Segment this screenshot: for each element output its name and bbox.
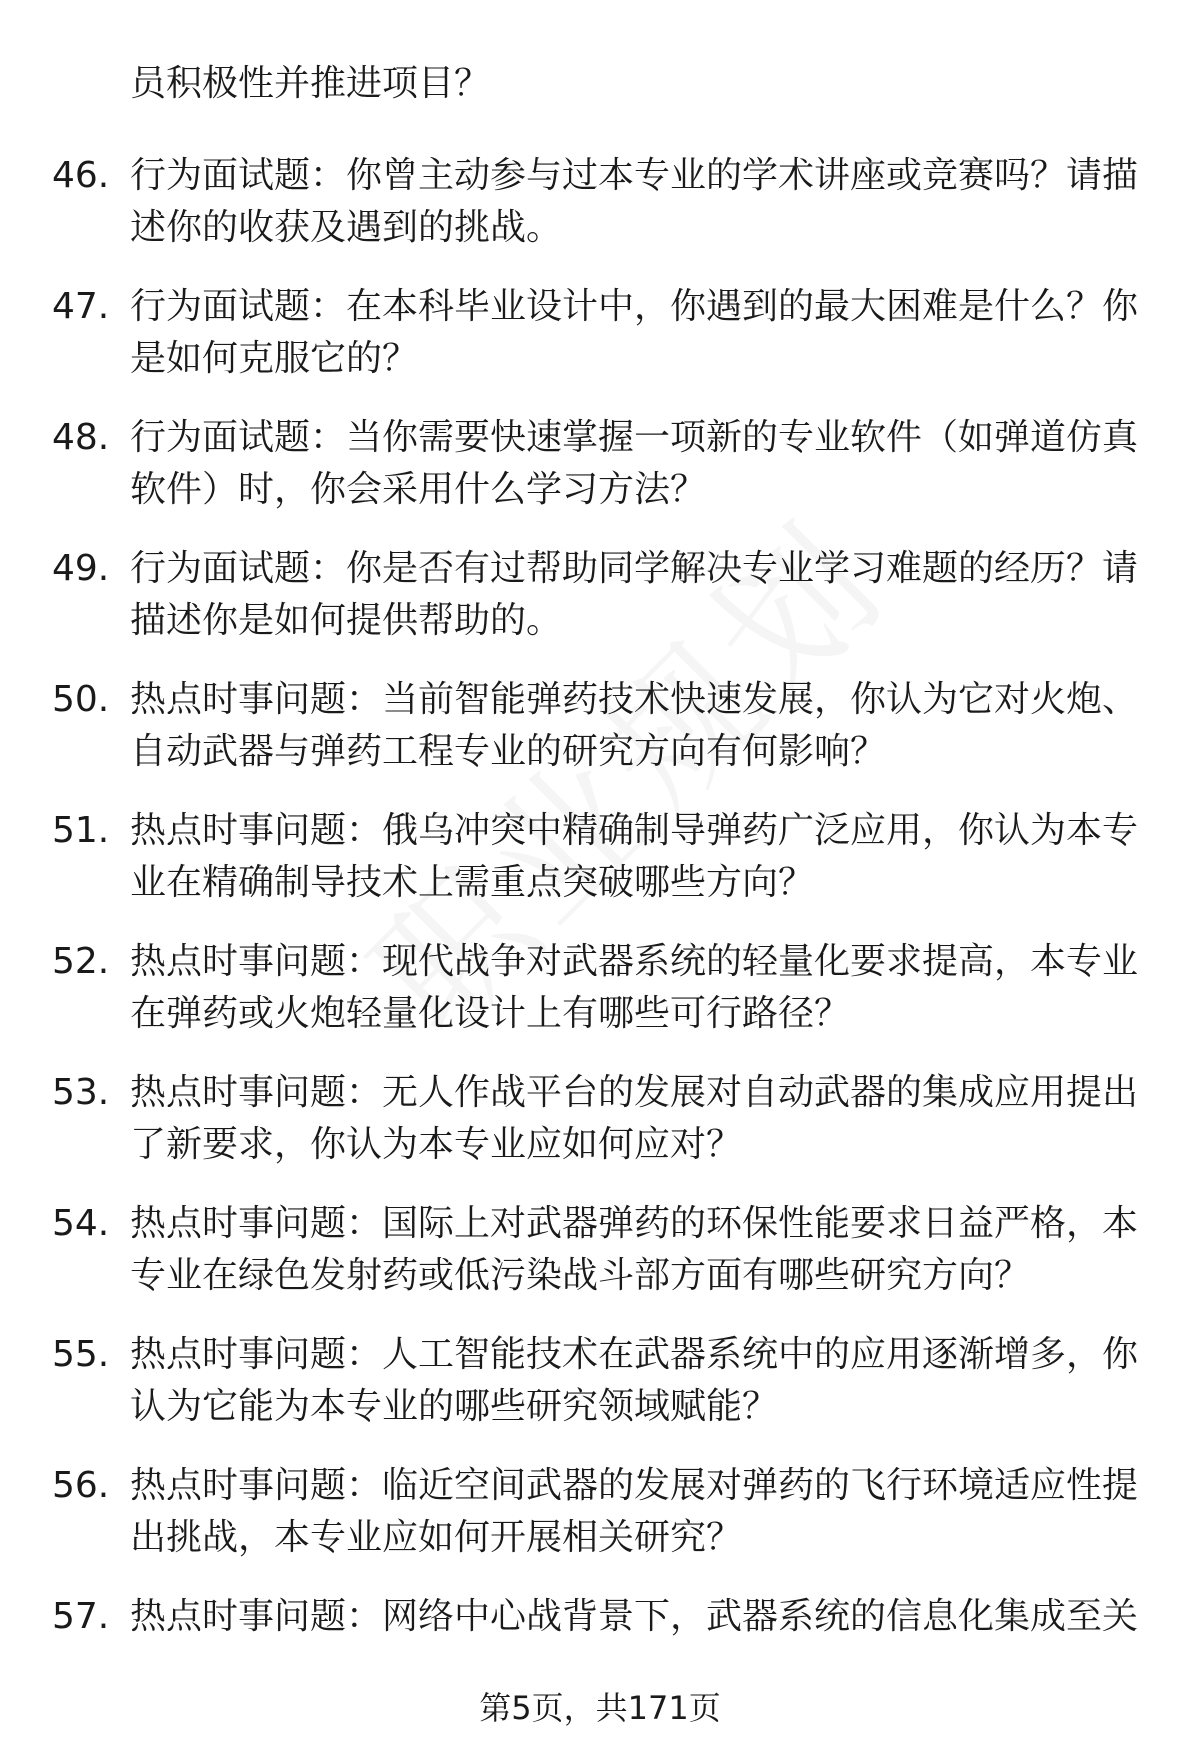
question-item-50 [0,674,1200,805]
question-text: 热点时事问题：无人作战平台的发展对自动武器的集成应用提出了新要求，你认为本专业应如何应对？ [130,1072,1139,1165]
question-item-54 [0,1198,1200,1329]
question-text: 热点时事问题：俄乌冲突中精确制导弹药广泛应用，你认为本专业在精确制导技术上需重点突破哪些方向？ [130,810,1139,903]
question-number: 52. [52,941,110,982]
question-item-52 [0,936,1200,1067]
question-text: 热点时事问题：临近空间武器的发展对弹药的飞行环境适应性提出挑战，本专业应如何开展相关研究？ [130,1465,1139,1558]
question-number: 57. [52,1596,110,1637]
question-item-55 [0,1329,1200,1460]
question-text: 行为面试题：当你需要快速掌握一项新的专业软件（如弹道仿真软件）时，你会采用什么学习方法？ [130,417,1139,510]
question-item-53 [0,1067,1200,1198]
question-text: 行为面试题：在本科毕业设计中，你遇到的最大困难是什么？你是如何克服它的？ [130,286,1139,379]
question-number: 48. [52,417,110,458]
question-number: 53. [52,1072,110,1113]
question-number: 51. [52,810,110,851]
question-number: 49. [52,548,110,589]
question-number: 56. [52,1465,110,1506]
question-text: 行为面试题：你曾主动参与过本专业的学术讲座或竞赛吗？请描述你的收获及遇到的挑战。 [130,155,1139,248]
question-item-48 [0,412,1200,543]
question-number: 55. [52,1334,110,1375]
question-text: 热点时事问题：现代战争对武器系统的轻量化要求提高，本专业在弹药或火炮轻量化设计上有哪些可行路径？ [130,941,1139,1034]
question-number: 47. [52,286,110,327]
question-text: 热点时事问题：网络中心战背景下，武器系统的信息化集成至关 [130,1596,1139,1637]
continued-question-text: 员积极性并推进项目？ [130,63,491,104]
question-item-47 [0,281,1200,412]
question-number: 50. [52,679,110,720]
question-text: 热点时事问题：当前智能弹药技术快速发展，你认为它对火炮、自动武器与弹药工程专业的研究方向有何影响？ [130,679,1139,772]
question-item-46 [0,150,1200,281]
page-footer: 第5页，共171页 [479,1689,721,1727]
question-number: 54. [52,1203,110,1244]
question-text: 热点时事问题：国际上对武器弹药的环保性能要求日益严格，本专业在绿色发射药或低污染战斗部方面有哪些研究方向？ [130,1203,1139,1296]
question-item-56 [0,1460,1200,1591]
question-item-49 [0,543,1200,674]
question-number: 46. [52,155,110,196]
question-item-51 [0,805,1200,936]
question-list [0,150,1200,1722]
question-text: 热点时事问题：人工智能技术在武器系统中的应用逐渐增多，你认为它能为本专业的哪些研究领域赋能？ [130,1334,1139,1427]
question-text: 行为面试题：你是否有过帮助同学解决专业学习难题的经历？请描述你是如何提供帮助的。 [130,548,1139,641]
